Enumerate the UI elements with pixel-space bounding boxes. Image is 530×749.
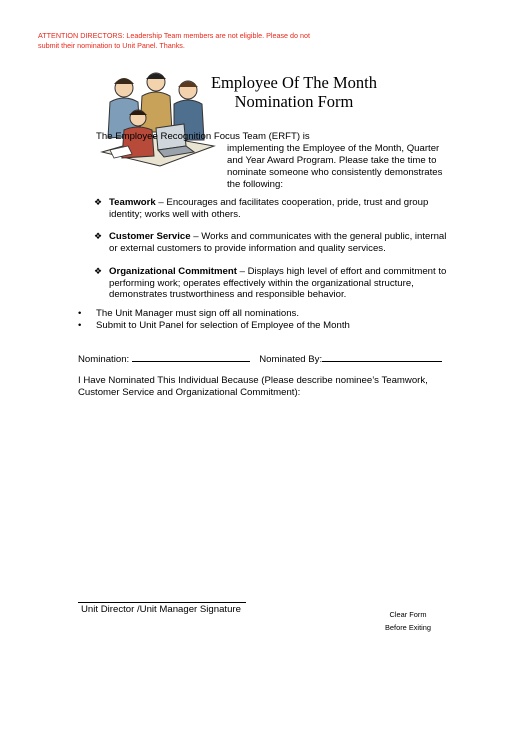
criteria-name: Teamwork xyxy=(109,197,156,208)
instruction-text: The Unit Manager must sign off all nominations. xyxy=(96,308,299,319)
criteria-name: Organizational Commitment xyxy=(109,265,237,277)
criteria-list xyxy=(94,197,454,312)
page-title xyxy=(196,73,392,111)
criteria-description: – Displays high level of effort and commitment to performing work; operates effectively within the organizational structure, demonstrates trustworthiness and responsible behavior. xyxy=(109,265,447,301)
nominated-by-label: Nominated By: xyxy=(259,354,323,365)
instruction-item xyxy=(78,308,438,320)
dot-icon: • xyxy=(78,320,82,332)
diamond-star-icon: ❖ xyxy=(94,265,103,276)
criteria-description: – Encourages and facilitates cooperation, pride, trust and group identity; works well with others. xyxy=(109,197,429,220)
nominated-by-field[interactable] xyxy=(322,352,442,362)
title-line-1: Employee Of The Month xyxy=(210,73,378,92)
criteria-item-customer-service xyxy=(94,231,454,254)
instructions-list xyxy=(78,308,438,332)
instruction-text: Submit to Unit Panel for selection of Employee of the Month xyxy=(96,320,350,332)
criteria-name: Customer Service xyxy=(109,231,191,243)
signature-line[interactable] xyxy=(78,602,246,603)
instruction-item xyxy=(78,320,438,332)
nomination-field[interactable] xyxy=(132,352,250,362)
diamond-star-icon: ❖ xyxy=(94,231,103,242)
intro-lead-text: The Employee Recognition Focus Team (ERFT) is xyxy=(96,131,310,142)
title-line-2: Nomination Form xyxy=(234,92,354,111)
nomination-label: Nomination: xyxy=(78,354,130,365)
criteria-item-organizational-commitment xyxy=(94,266,454,301)
nomination-reason-prompt: I Have Nominated This Individual Because (Please describe nominee’s Teamwork, Customer Service and Organizational Commitment): xyxy=(78,375,428,398)
signature-label: Unit Director /Unit Manager Signature xyxy=(81,604,241,615)
clear-form-sublabel: Before Exiting xyxy=(384,623,431,632)
criteria-item-teamwork xyxy=(94,197,454,220)
nomination-row xyxy=(78,352,442,366)
dot-icon: • xyxy=(78,308,82,319)
clear-form-label: Clear Form xyxy=(389,610,427,619)
attention-notice: ATTENTION DIRECTORS: Leadership Team members are not eligible. Please do not submit their nomination to Unit Panel. Thanks. xyxy=(38,31,311,50)
diamond-star-icon: ❖ xyxy=(94,197,103,207)
criteria-description: – Works and communicates with the general public, internal or external customers to provide information and quality services. xyxy=(109,231,447,255)
intro-body-text: implementing the Employee of the Month, Quarter and Year Award Program. Please take the time to nominate someone who consistently demonstrates the following: xyxy=(227,143,443,190)
clear-form-button[interactable] xyxy=(372,608,444,634)
